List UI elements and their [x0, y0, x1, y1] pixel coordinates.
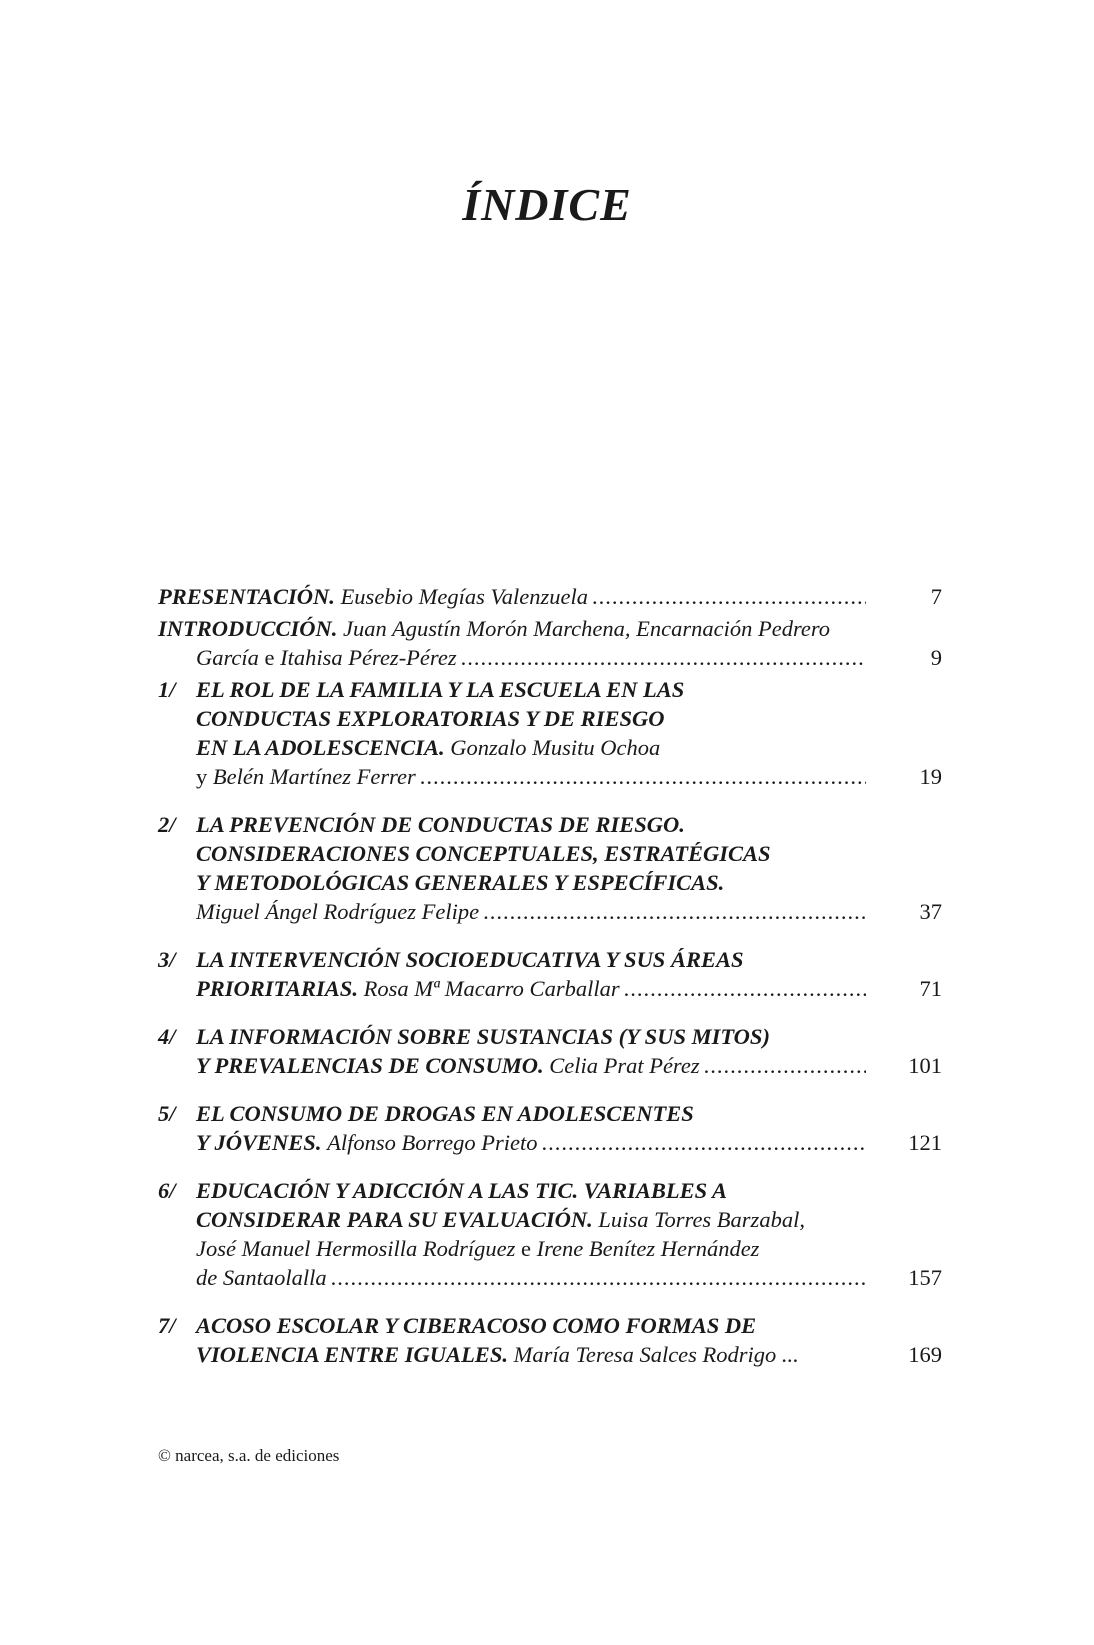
toc-heading: Y METODOLÓGICAS GENERALES Y ESPECÍFICAS.: [196, 870, 725, 895]
toc-heading: INTRODUCCIÓN.: [158, 616, 338, 641]
toc-heading: PRIORITARIAS.: [196, 976, 358, 1001]
copyright-footer: © narcea, s.a. de ediciones: [158, 1446, 340, 1465]
toc-page-number: 101: [908, 1053, 942, 1078]
toc-author: José Manuel Hermosilla Rodríguez: [196, 1236, 516, 1261]
toc-author: Celia Prat Pérez: [549, 1053, 700, 1078]
toc-page-number: 169: [908, 1342, 942, 1367]
toc-author: Eusebio Megías Valenzuela: [340, 584, 589, 609]
chapter-number: 3/: [158, 947, 176, 972]
toc-heading: EL CONSUMO DE DROGAS EN ADOLESCENTES: [196, 1101, 694, 1126]
toc-heading: LA INTERVENCIÓN SOCIOEDUCATIVA Y SUS ÁREAS: [196, 947, 744, 972]
toc-page-number: 7: [930, 584, 942, 609]
toc-entry-chapter-5[interactable]: [158, 1099, 942, 1157]
toc-author: Itahisa Pérez-Pérez: [280, 645, 457, 670]
toc-author: Belén Martínez Ferrer: [212, 764, 416, 789]
toc-author: Gonzalo Musitu Ochoa: [450, 735, 661, 760]
toc-page-number: 9: [930, 645, 942, 670]
toc-leader-dots: [704, 1051, 866, 1080]
toc-leader-dots: [624, 974, 866, 1003]
toc-conjunction: e: [264, 645, 275, 670]
toc-heading: EDUCACIÓN Y ADICCIÓN A LAS TIC. VARIABLES A: [196, 1178, 727, 1203]
chapter-number: 7/: [158, 1313, 176, 1338]
toc-conjunction: y: [196, 764, 208, 789]
toc-author: María Teresa Salces Rodrigo ...: [513, 1342, 799, 1367]
toc-entry-chapter-1[interactable]: [158, 675, 942, 791]
toc-heading: CONDUCTAS EXPLORATORIAS Y DE RIESGO: [196, 706, 665, 731]
toc-heading: ACOSO ESCOLAR Y CIBERACOSO COMO FORMAS DE: [196, 1313, 757, 1338]
toc-leader-dots: [541, 1128, 866, 1157]
toc-heading: VIOLENCIA ENTRE IGUALES.: [196, 1342, 508, 1367]
chapter-number: 5/: [158, 1101, 176, 1126]
toc-page-number: 19: [919, 764, 942, 789]
toc-entry-chapter-2[interactable]: [158, 810, 942, 926]
toc-entry-introduccion[interactable]: [158, 614, 942, 672]
toc-entry-chapter-4[interactable]: [158, 1022, 942, 1080]
toc-heading: EL ROL DE LA FAMILIA Y LA ESCUELA EN LAS: [196, 677, 685, 702]
toc-leader-dots: [483, 897, 866, 926]
table-of-contents: [158, 582, 942, 1369]
toc-author: Irene Benítez Hernández: [536, 1236, 760, 1261]
toc-page-number: 71: [919, 976, 942, 1001]
toc-author: García: [196, 645, 259, 670]
toc-leader-dots: [592, 582, 866, 611]
toc-leader-dots: [461, 643, 866, 672]
toc-heading: LA PREVENCIÓN DE CONDUCTAS DE RIESGO.: [196, 812, 685, 837]
toc-author: Alfonso Borrego Prieto: [327, 1130, 538, 1155]
toc-page-number: 121: [908, 1130, 942, 1155]
toc-entry-chapter-6[interactable]: [158, 1176, 942, 1292]
toc-author: de Santaolalla: [196, 1265, 327, 1290]
toc-leader-dots: [420, 762, 866, 791]
toc-author: Luisa Torres Barzabal,: [598, 1207, 805, 1232]
toc-leader-dots: [331, 1263, 866, 1292]
chapter-number: 1/: [158, 677, 176, 702]
toc-heading: CONSIDERACIONES CONCEPTUALES, ESTRATÉGICAS: [196, 841, 771, 866]
toc-author: Rosa Mª Macarro Carballar: [363, 976, 620, 1001]
toc-heading: Y PREVALENCIAS DE CONSUMO.: [196, 1053, 544, 1078]
chapter-number: 2/: [158, 812, 176, 837]
toc-heading: CONSIDERAR PARA SU EVALUACIÓN.: [196, 1207, 593, 1232]
chapter-number: 6/: [158, 1178, 176, 1203]
toc-heading: EN LA ADOLESCENCIA.: [196, 735, 445, 760]
toc-author: Miguel Ángel Rodríguez Felipe: [196, 899, 480, 924]
toc-entry-chapter-7[interactable]: [158, 1311, 942, 1369]
toc-entry-chapter-3[interactable]: [158, 945, 942, 1003]
toc-heading: Y JÓVENES.: [196, 1130, 322, 1155]
toc-page-number: 37: [919, 899, 942, 924]
toc-conjunction: e: [520, 1236, 531, 1261]
toc-page-number: 157: [908, 1265, 942, 1290]
toc-heading: PRESENTACIÓN.: [158, 584, 335, 609]
chapter-number: 4/: [158, 1024, 176, 1049]
toc-entry-presentacion[interactable]: [158, 582, 942, 611]
toc-heading: LA INFORMACIÓN SOBRE SUSTANCIAS (Y SUS MITOS): [196, 1024, 770, 1049]
toc-author: Juan Agustín Morón Marchena, Encarnación Pedrero: [343, 616, 831, 641]
page-title: ÍNDICE: [462, 179, 632, 230]
